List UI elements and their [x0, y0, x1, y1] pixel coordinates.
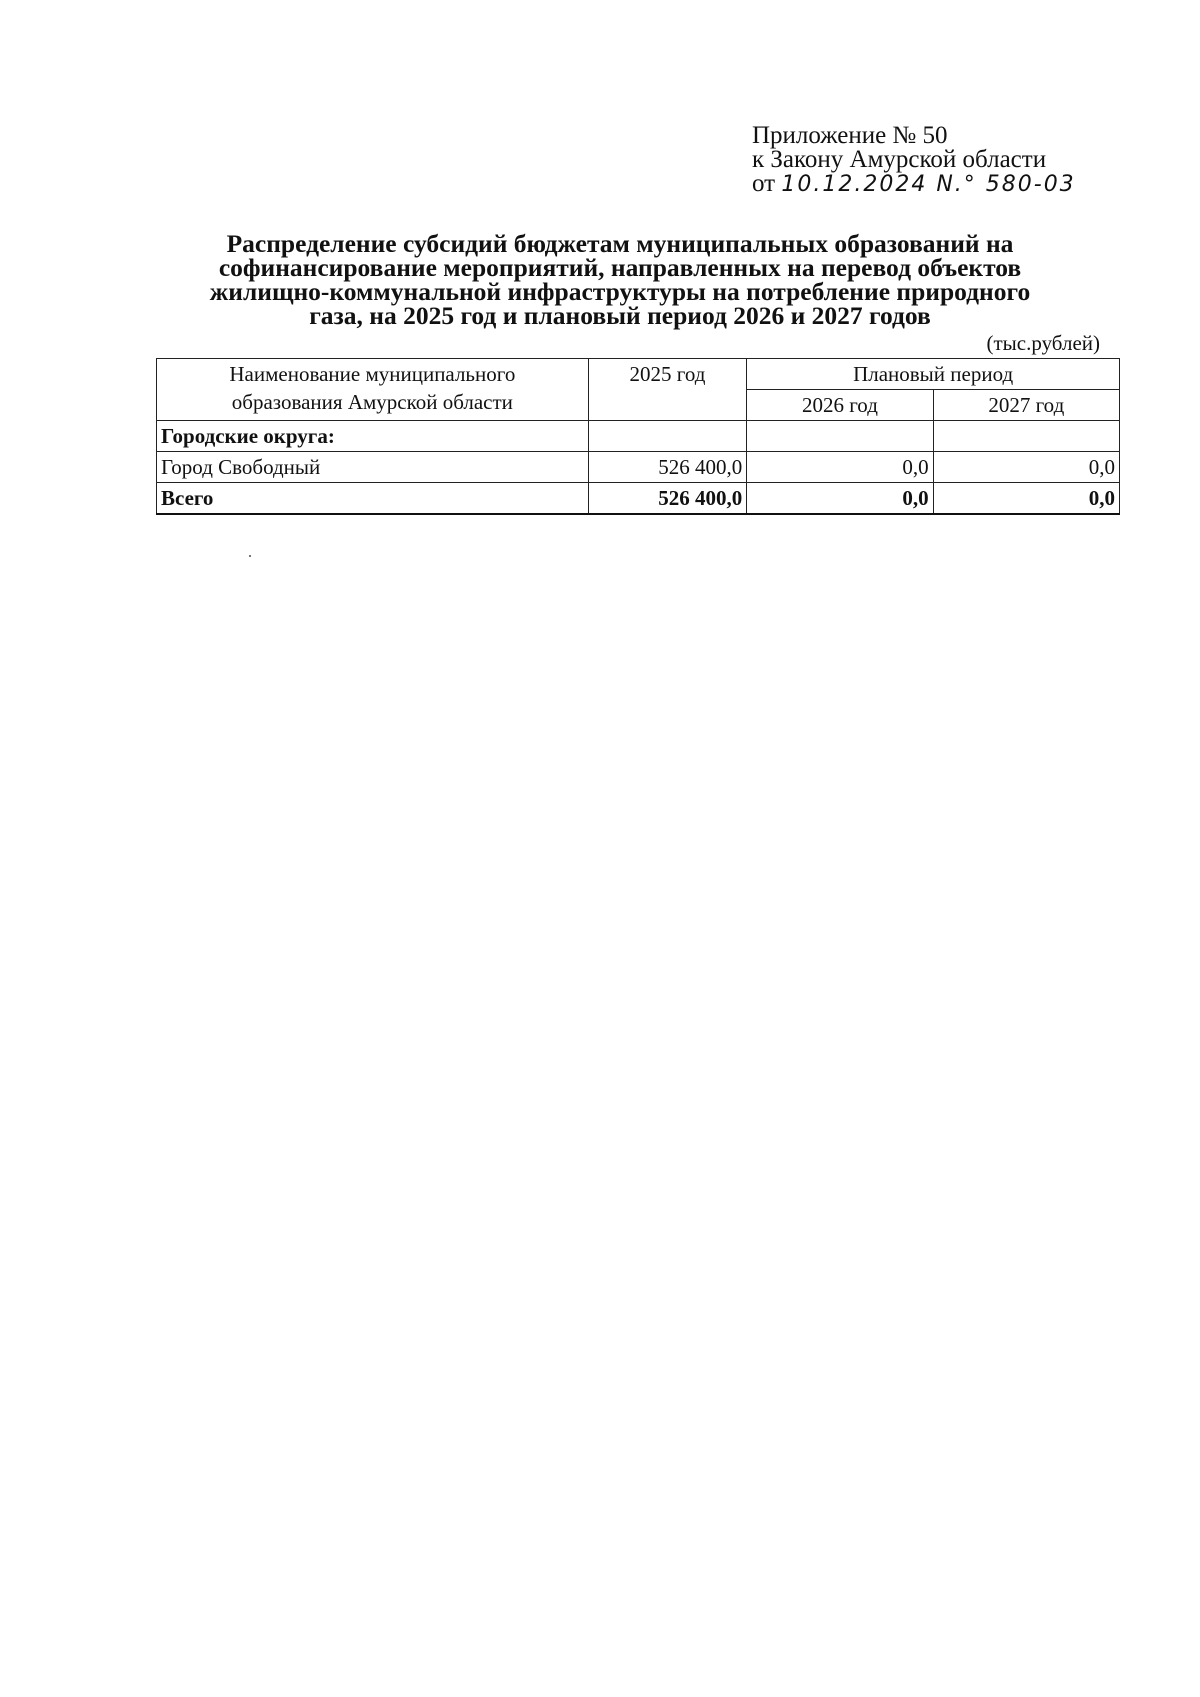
header-municipality-name: [157, 359, 589, 421]
row-2025-value: [588, 421, 747, 452]
header-planned-period: Плановый период: [747, 359, 1120, 390]
appendix-number: Приложение № 50: [752, 122, 948, 149]
title-line-1: Распределение субсидий бюджетам муниципальных образований на: [226, 229, 1014, 258]
handwritten-date-number: 10.12.2024 N.° 580-03: [781, 172, 1076, 197]
row-name: Всего: [157, 483, 589, 515]
header-2027: 2027 год: [933, 390, 1119, 421]
scan-speck: [249, 555, 251, 557]
appendix-block: [752, 124, 1076, 197]
row-name: Городские округа:: [157, 421, 589, 452]
appendix-date-prefix: от: [752, 170, 776, 197]
header-name-line-1: Наименование муниципального: [229, 362, 516, 386]
title-line-3: жилищно-коммунальной инфраструктуры на потребление природного: [209, 277, 1031, 306]
table-header-row-1: [157, 359, 1120, 390]
units-label: (тыс.рублей): [986, 331, 1100, 355]
table-total-row: [157, 483, 1120, 515]
row-2027-value: 0,0: [933, 452, 1119, 483]
row-name: Город Свободный: [157, 452, 589, 483]
appendix-law-reference: к Закону Амурской области: [752, 146, 1047, 173]
header-2025: 2025 год: [588, 359, 747, 421]
title-line-4: газа, на 2025 год и плановый период 2026 и 2027 годов: [309, 301, 931, 330]
row-2026-value: 0,0: [747, 452, 933, 483]
row-2027-value: 0,0: [933, 483, 1119, 515]
header-name-line-2: образования Амурской области: [231, 390, 513, 414]
appendix-date-line: [752, 172, 1076, 197]
row-2025-value: 526 400,0: [588, 483, 747, 515]
table-row: [157, 452, 1120, 483]
row-2026-value: 0,0: [747, 483, 933, 515]
title-line-2: софинансирование мероприятий, направленных на перевод объектов: [218, 253, 1022, 282]
row-2026-value: [747, 421, 933, 452]
table-row: [157, 421, 1120, 452]
row-2027-value: [933, 421, 1119, 452]
document-title: [150, 229, 1090, 330]
subsidy-table: [156, 358, 1120, 515]
header-2026: 2026 год: [747, 390, 933, 421]
row-2025-value: 526 400,0: [588, 452, 747, 483]
